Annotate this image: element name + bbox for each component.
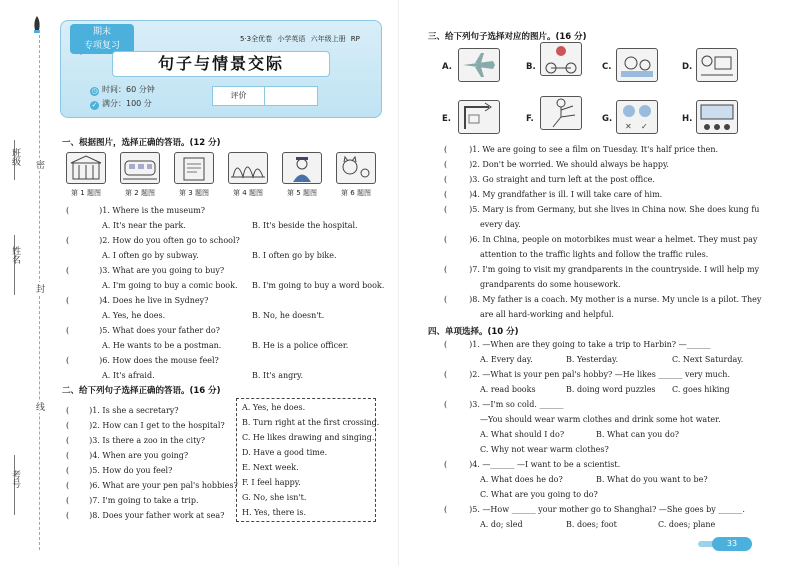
s4-q2-b: B. doing word puzzles	[566, 385, 656, 394]
s1-q1-a: A. It's near the park.	[102, 221, 186, 230]
s2-answer-f: F. I feel happy.	[242, 478, 301, 487]
s4-q3-cont: —You should wear warm clothes and drink some hot water.	[480, 415, 721, 424]
evaluation-label: 评价	[213, 87, 265, 105]
evaluation-blank[interactable]	[265, 87, 317, 105]
s2-answer-g: G. No, she isn't.	[242, 493, 307, 502]
s2-answer-b: B. Turn right at the first crossing.	[242, 418, 380, 427]
s3-q6-cont: attention to the traffic lights and follow the traffic rules.	[480, 250, 709, 259]
s2-answer-d: D. Have a good time.	[242, 448, 328, 457]
s4-q4: ( )4. —______ —I want to be a scientist.	[444, 460, 621, 469]
s1-q2-a: A. I often go by subway.	[102, 251, 199, 260]
emoji-faces-icon	[616, 100, 658, 134]
s4-q1-a: A. Every day.	[480, 355, 533, 364]
book-icon	[174, 152, 214, 184]
section2-heading: 二、给下列句子选择正确的答语。(16 分)	[62, 386, 221, 396]
s2-q2: ( )2. How can I get to the hospital?	[66, 421, 225, 430]
seal-xian: 线	[36, 400, 45, 413]
s1-q2-b: B. I often go by bike.	[252, 251, 337, 260]
badge-line-2: 专项复习	[83, 41, 120, 51]
s3-q8-cont: are all hard-working and helpful.	[480, 310, 614, 319]
score-text: 满分：100 分	[102, 99, 152, 108]
s3-q7-cont: grandparents do some housework.	[480, 280, 621, 289]
s4-q3-a: A. What should I do?	[480, 430, 565, 439]
s3-q3: ( )3. Go straight and turn left at the post office.	[444, 175, 655, 184]
section1-pictures	[66, 152, 376, 196]
s4-q2-c: C. goes hiking	[672, 385, 730, 394]
s3-q7: ( )7. I'm going to visit my grandparents in the countryside. I will help my	[444, 265, 760, 274]
letter-g: G.	[602, 114, 613, 124]
letter-b: B.	[526, 62, 536, 72]
page-title: 句子与情景交际	[112, 51, 330, 77]
s4-q4-b: B. What do you want to be?	[596, 475, 708, 484]
letter-a: A.	[442, 62, 452, 72]
page-number: 33	[712, 537, 752, 551]
kung-fu-icon	[540, 96, 582, 130]
s2-q6: ( )6. What are your pen pal's hobbies?	[66, 481, 238, 490]
s2-answer-h: H. Yes, there is.	[242, 508, 306, 517]
class-label: 班级	[10, 148, 20, 166]
s1-q4-a: A. Yes, he does.	[102, 311, 166, 320]
s3-q5: ( )5. Mary is from Germany, but she lives in China now. She does kung fu	[444, 205, 760, 214]
score-line	[90, 98, 152, 110]
s1-q2: ( )2. How do you often go to school?	[66, 236, 240, 245]
opera-house-icon	[228, 152, 268, 184]
girl-computer-icon	[696, 48, 738, 82]
s4-q3-b: B. What can you do?	[596, 430, 680, 439]
s3-q8: ( )8. My father is a coach. My mother is a nurse. My uncle is a pilot. They	[444, 295, 762, 304]
section3-heading: 三、给下列句子选择对应的图片。(16 分)	[428, 32, 587, 42]
seal-mi: 密	[36, 158, 45, 171]
caption-3: 第 3 题图	[179, 189, 209, 197]
s1-q6: ( )6. How does the mouse feel?	[66, 356, 219, 365]
s4-q3-c: C. Why not wear warm clothes?	[480, 445, 609, 454]
s3-q4: ( )4. My grandfather is ill. I will take care of him.	[444, 190, 663, 199]
caption-4: 第 4 题图	[233, 189, 263, 197]
s2-q8: ( )8. Does your father work at sea?	[66, 511, 225, 520]
book-info: 5·3全优卷 小学英语 六年级上册 RP	[240, 35, 360, 43]
s1-q4: ( )4. Does he live in Sydney?	[66, 296, 209, 305]
letter-f: F.	[526, 114, 534, 124]
s2-q7: ( )7. I'm going to take a trip.	[66, 496, 199, 505]
police-officer-icon	[282, 152, 322, 184]
s4-q1-b: B. Yesterday.	[566, 355, 619, 364]
clock-icon: ◷	[91, 87, 98, 95]
s1-q1: ( )1. Where is the museum?	[66, 206, 206, 215]
time-line	[90, 84, 155, 96]
s4-q5-c: C. does; plane	[658, 520, 716, 529]
s2-answer-e: E. Next week.	[242, 463, 299, 472]
s4-q2: ( )2. —What is your pen pal's hobby? —He likes ______ very much.	[444, 370, 730, 379]
time-text: 时间：60 分钟	[102, 85, 155, 94]
section1-heading: 一、根据图片，选择正确的答语。(12 分)	[62, 138, 221, 148]
section4-heading: 四、单项选择。(10 分)	[428, 327, 519, 337]
s1-q3: ( )3. What are you going to buy?	[66, 266, 225, 275]
sick-grandpa-icon	[616, 48, 658, 82]
s4-q1: ( )1. —When are they going to take a trip to Harbin? —______	[444, 340, 711, 349]
rocket-icon	[32, 16, 42, 40]
evaluation-box	[212, 86, 318, 106]
s1-q4-b: B. No, he doesn't.	[252, 311, 325, 320]
badge-line-1: 期末	[92, 27, 111, 37]
s1-q6-b: B. It's angry.	[252, 371, 304, 380]
caption-5: 第 5 题图	[287, 189, 317, 197]
exam-id-label: 考号	[10, 470, 20, 488]
letter-c: C.	[602, 62, 612, 72]
caption-6: 第 6 题图	[341, 189, 371, 197]
binding-margin	[0, 0, 52, 566]
svg-text:✓: ✓	[641, 122, 648, 131]
map-directions-icon	[458, 100, 500, 134]
letter-d: D.	[682, 62, 693, 72]
s4-q2-a: A. read books	[480, 385, 536, 394]
s2-q4: ( )4. When are you going?	[66, 451, 189, 460]
page-fold	[398, 0, 399, 566]
s4-q1-c: C. Next Saturday.	[672, 355, 744, 364]
s4-q4-c: C. What are you going to do?	[480, 490, 598, 499]
caption-2: 第 2 题图	[125, 189, 155, 197]
s4-q4-a: A. What does he do?	[480, 475, 563, 484]
check-icon: ✓	[91, 101, 98, 109]
s4-q5-a: A. do; sled	[480, 520, 523, 529]
cat-mouse-icon	[336, 152, 376, 184]
s1-q3-a: A. I'm going to buy a comic book.	[102, 281, 238, 290]
train-icon	[120, 152, 160, 184]
section2-answer-box	[236, 398, 380, 522]
s2-answer-a: A. Yes, he does.	[242, 403, 306, 412]
letter-h: H.	[682, 114, 693, 124]
airplane-icon	[458, 48, 500, 82]
s1-q5-a: A. He wants to be a postman.	[102, 341, 222, 350]
s3-q6: ( )6. In China, people on motorbikes must wear a helmet. They must pay	[444, 235, 758, 244]
s1-q5-b: B. He is a police officer.	[252, 341, 349, 350]
cinema-icon	[696, 100, 738, 134]
s1-q5: ( )5. What does your father do?	[66, 326, 220, 335]
s4-q5: ( )5. —How ______ your mother go to Shanghai? —She goes by ______.	[444, 505, 745, 514]
s4-q3: ( )3. —I'm so cold. ______	[444, 400, 564, 409]
svg-text:✕: ✕	[625, 122, 632, 131]
caption-1: 第 1 题图	[71, 189, 101, 197]
review-badge	[70, 24, 134, 54]
museum-icon	[66, 152, 106, 184]
s1-q1-b: B. It's beside the hospital.	[252, 221, 358, 230]
s3-q2: ( )2. Don't be worried. We should always be happy.	[444, 160, 669, 169]
fill-line	[14, 235, 15, 295]
s3-q1: ( )1. We are going to see a film on Tuesday. It's half price then.	[444, 145, 719, 154]
s3-q5-cont: every day.	[480, 220, 521, 229]
s1-q6-a: A. It's afraid.	[102, 371, 155, 380]
name-label: 姓名	[10, 246, 20, 264]
s2-q1: ( )1. Is she a secretary?	[66, 406, 179, 415]
motorcycle-helmet-icon	[540, 42, 582, 76]
seal-feng: 封	[36, 282, 45, 295]
letter-e: E.	[442, 114, 452, 124]
s2-answer-c: C. He likes drawing and singing.	[242, 433, 375, 442]
s2-q5: ( )5. How do you feel?	[66, 466, 173, 475]
s4-q5-b: B. does; foot	[566, 520, 617, 529]
s2-q3: ( )3. Is there a zoo in the city?	[66, 436, 206, 445]
s1-q3-b: B. I'm going to buy a word book.	[252, 281, 385, 290]
